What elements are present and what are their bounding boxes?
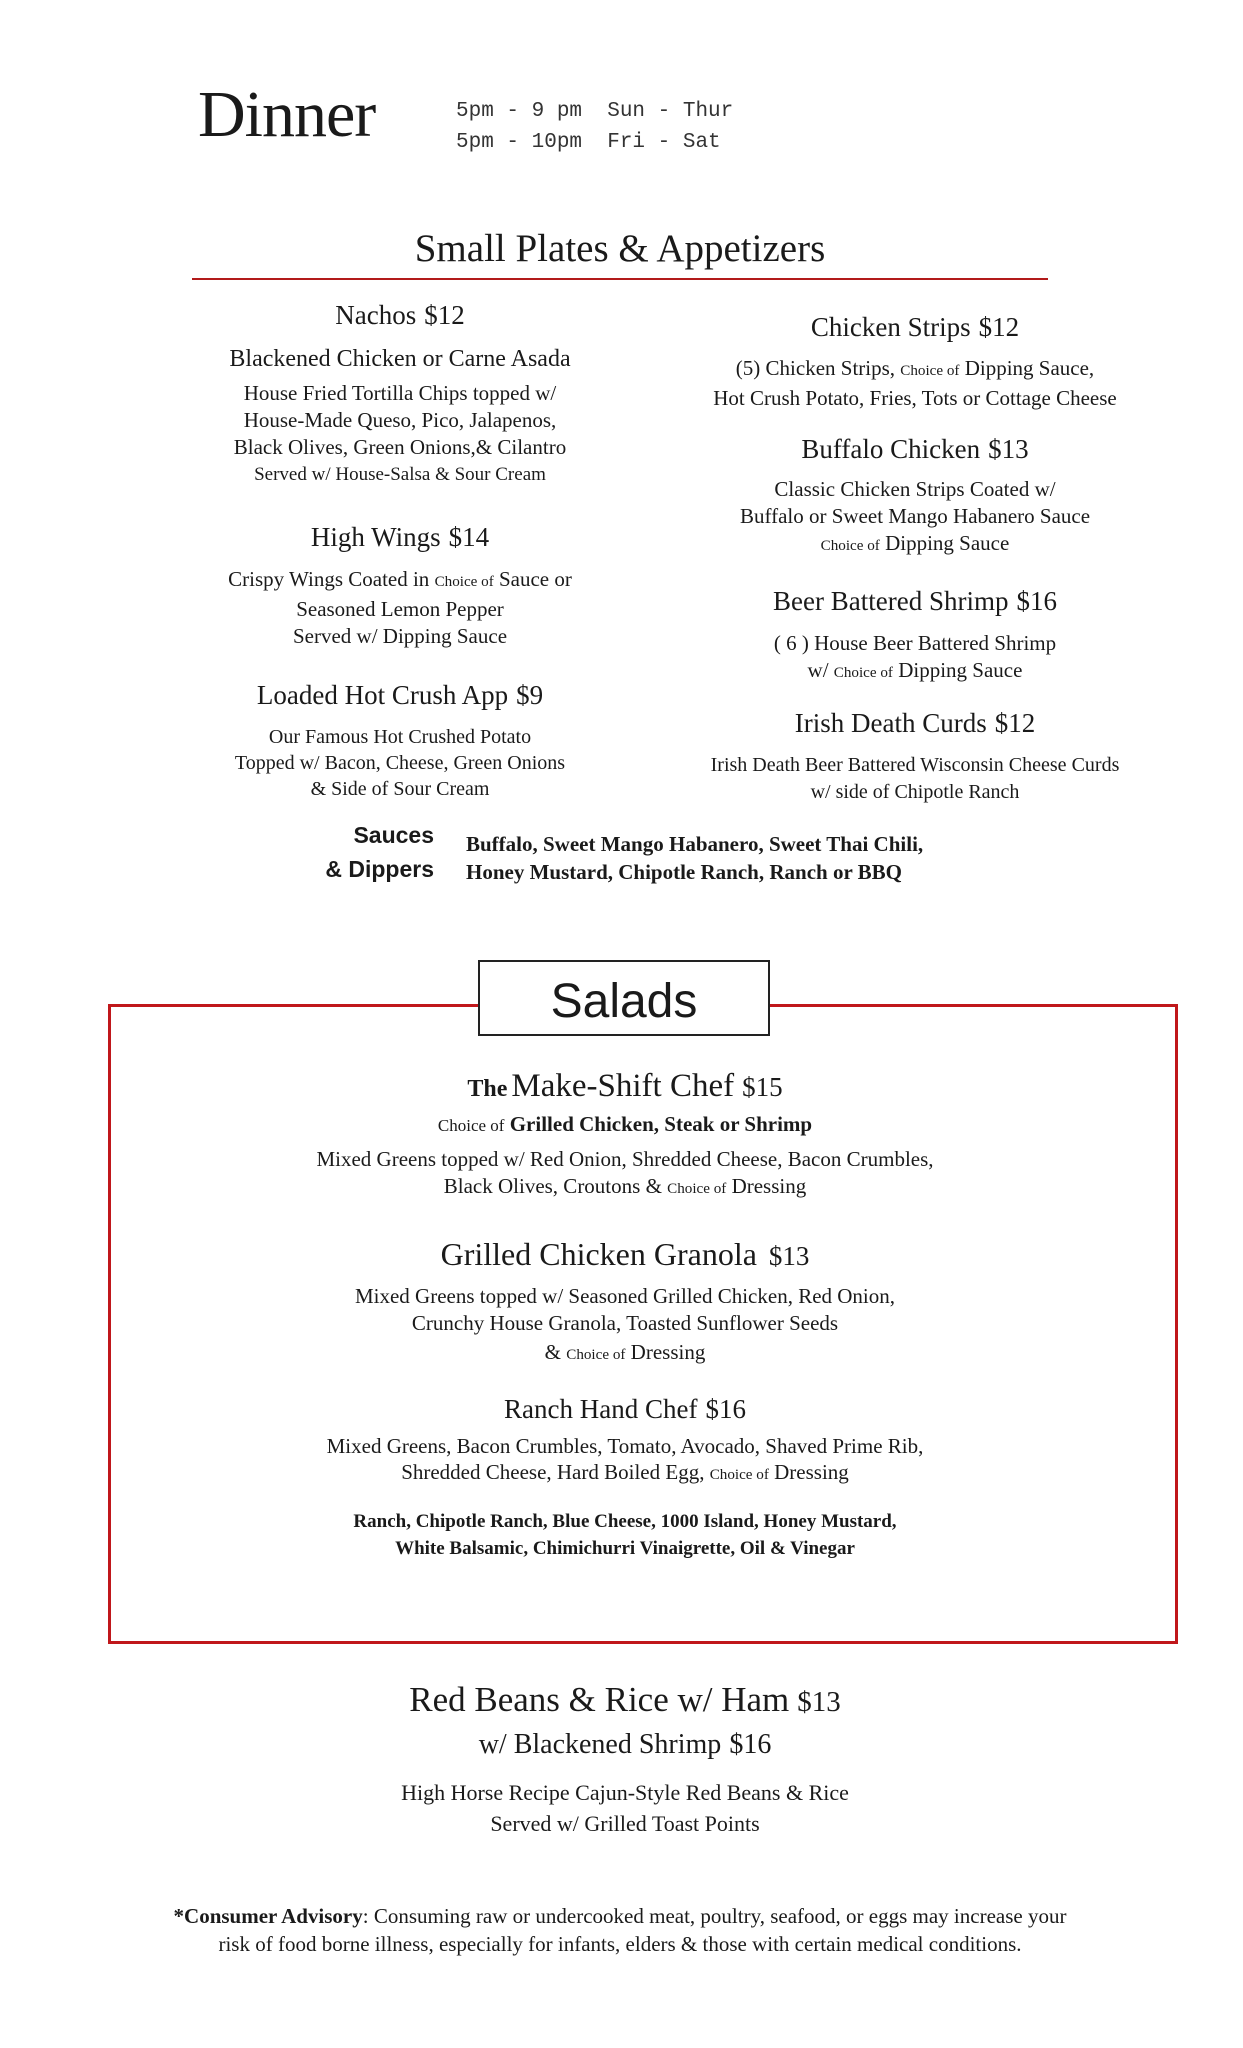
make-shift-chef-description: Mixed Greens topped w/ Red Onion, Shredded Cheese, Bacon Crumbles, Black Olives, Croutons & Choice of Dressing — [316, 1147, 934, 1198]
sauces-label: Sauces & Dippers — [325, 822, 434, 882]
red-beans-description: High Horse Recipe Cajun-Style Red Beans & Rice Served w/ Grilled Toast Points — [401, 1780, 849, 1836]
buffalo-chicken-title: Buffalo Chicken $13 — [801, 434, 1029, 464]
small-plates-heading: Small Plates & Appetizers — [414, 227, 826, 270]
nachos-description: House Fried Tortilla Chips topped w/ House-Made Queso, Pico, Jalapenos, Black Olives, Green Onions,& Cilantro Served w/ House-Salsa & Sour Cream — [233, 381, 567, 485]
make-shift-chef-title: The Make-Shift Chef $15 — [467, 1068, 783, 1104]
section-divider — [192, 278, 1048, 280]
make-shift-chef-choice: Choice of Grilled Chicken, Steak or Shrimp — [437, 1112, 813, 1136]
ranch-hand-chef-title: Ranch Hand Chef $16 — [504, 1394, 746, 1424]
nachos-title: Nachos $12 — [335, 300, 465, 330]
page-title: Dinner — [198, 78, 376, 151]
red-beans-title: Red Beans & Rice w/ Ham $13 — [409, 1680, 841, 1719]
beer-battered-shrimp-title: Beer Battered Shrimp $16 — [773, 586, 1057, 616]
hours-weekend: 5pm - 10pm Fri - Sat — [456, 131, 721, 154]
irish-death-curds-title: Irish Death Curds $12 — [794, 708, 1036, 738]
chicken-strips-description: (5) Chicken Strips, Choice of Dipping Sauce, Hot Crush Potato, Fries, Tots or Cottage Cheese — [713, 356, 1117, 410]
chicken-strips-title: Chicken Strips $12 — [810, 312, 1020, 342]
dressings-list: Ranch, Chipotle Ranch, Blue Cheese, 1000 Island, Honey Mustard, White Balsamic, Chimichurri Vinaigrette, Oil & Vinegar — [353, 1511, 897, 1559]
loaded-hot-crush-title: Loaded Hot Crush App $9 — [256, 680, 544, 710]
consumer-advisory: *Consumer Advisory: Consuming raw or undercooked meat, poultry, seafood, or eggs may increase your risk of food borne illness, especially for infants, elders & those with certain medical conditions. — [173, 1904, 1067, 1956]
hours-weekday: 5pm - 9 pm Sun - Thur — [456, 100, 734, 123]
salads-heading: Salads — [550, 975, 698, 1028]
irish-death-curds-description: Irish Death Beer Battered Wisconsin Cheese Curds w/ side of Chipotle Ranch — [710, 754, 1120, 803]
beer-battered-shrimp-description: ( 6 ) House Beer Battered Shrimp w/ Choice of Dipping Sauce — [773, 631, 1057, 682]
nachos-choice: Blackened Chicken or Carne Asada — [229, 346, 571, 372]
buffalo-chicken-description: Classic Chicken Strips Coated w/ Buffalo or Sweet Mango Habanero Sauce Choice of Dipping Sauce — [739, 477, 1091, 555]
sauces-list: Buffalo, Sweet Mango Habanero, Sweet Thai Chili, Honey Mustard, Chipotle Ranch, Ranch or BBQ — [466, 832, 924, 884]
ranch-hand-chef-description: Mixed Greens, Bacon Crumbles, Tomato, Avocado, Shaved Prime Rib, Shredded Cheese, Hard Boiled Egg, Choice of Dressing — [326, 1434, 924, 1484]
high-wings-description: Crispy Wings Coated in Choice of Sauce or Seasoned Lemon Pepper Served w/ Dipping Sauce — [228, 567, 572, 648]
grilled-chicken-granola-title: Grilled Chicken Granola $13 — [440, 1236, 810, 1272]
red-beans-shrimp-option: w/ Blackened Shrimp $16 — [478, 1729, 772, 1760]
loaded-hot-crush-description: Our Famous Hot Crushed Potato Topped w/ Bacon, Cheese, Green Onions & Side of Sour Cream — [234, 726, 566, 800]
grilled-chicken-granola-description: Mixed Greens topped w/ Seasoned Grilled Chicken, Red Onion, Crunchy House Granola, Toasted Sunflower Seeds & Choice of Dressing — [354, 1284, 896, 1364]
high-wings-title: High Wings $14 — [310, 522, 490, 552]
